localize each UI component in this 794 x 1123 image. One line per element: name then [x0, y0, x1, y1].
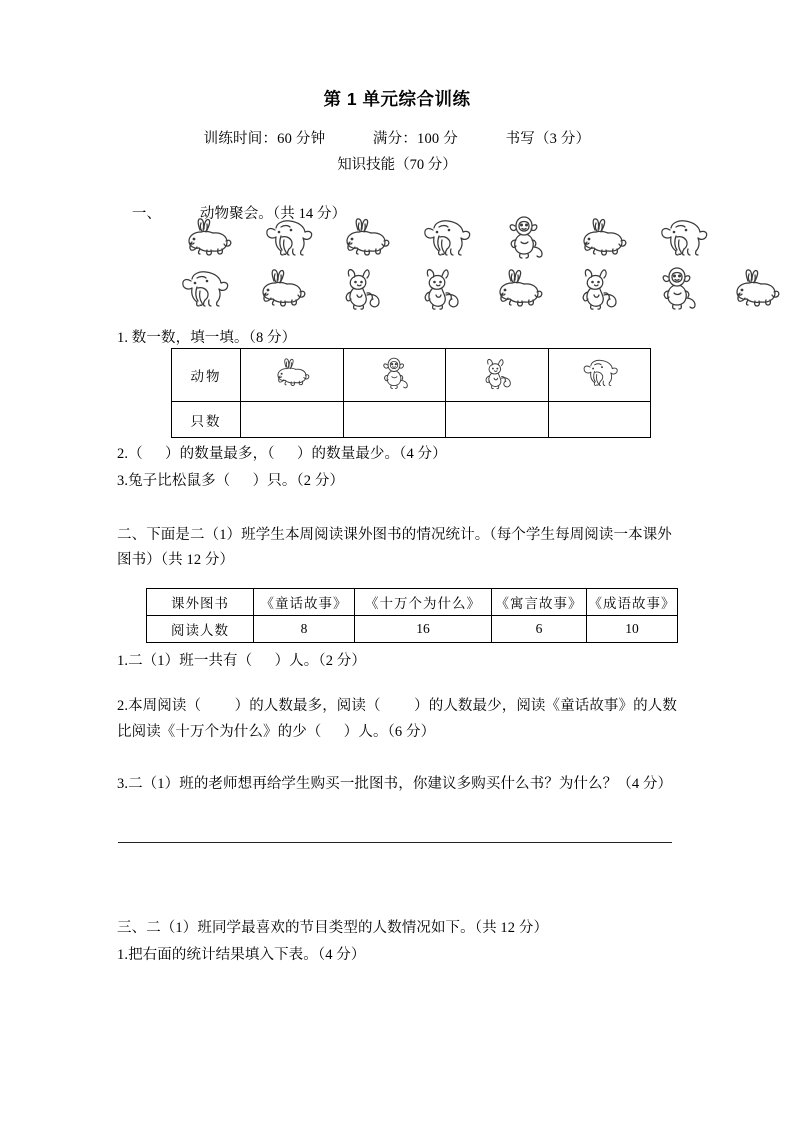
- book-title-cell-2: 《寓言故事》: [492, 589, 587, 616]
- table-row-book-header: [147, 589, 678, 616]
- exam-meta-line: [0, 127, 794, 148]
- book-title-cell-0: 《童话故事》: [254, 589, 355, 616]
- rabbit-icon: [242, 263, 321, 311]
- readers-value-cell-3: 10: [587, 616, 678, 643]
- book-reading-table: [146, 588, 678, 643]
- section2-heading: 二、下面是二（1）班学生本周阅读课外图书的情况统计。（每个学生每周阅读一本课外图书）（共 12 分）: [117, 527, 672, 568]
- book-title-cell-1: 《十万个为什么》: [355, 589, 492, 616]
- section2-question1-label: 1.二（1）班一共有（ ）人。（2 分）: [117, 653, 366, 669]
- section1-question1-label: 1. 数一数，填一填。（8 分）: [117, 330, 297, 346]
- rabbit-icon-cell: [241, 349, 344, 402]
- count-row-label: 只数: [172, 402, 241, 438]
- section1-heading-text: 动物聚会。（共 14 分）: [199, 206, 347, 222]
- section3-heading: 三、二（1）班同学最喜欢的节目类型的人数情况如下。（共 12 分）: [117, 920, 549, 936]
- readers-value-cell-2: 6: [492, 616, 587, 643]
- monkey-icon: [637, 263, 716, 311]
- squirrel-icon: [321, 263, 400, 311]
- page-title: 第 1 单元综合训练: [323, 89, 471, 109]
- table-row-count: [172, 402, 651, 438]
- knowledge-skill-label: 知识技能（70 分）: [337, 157, 457, 173]
- elephant-icon: [642, 212, 721, 260]
- section1-question3-label: 3.兔子比松鼠多（ ）只。（2 分）: [117, 473, 345, 489]
- section1-question2-label: 2.（ ）的数量最多，（ ）的数量最少。（4 分）: [117, 446, 447, 462]
- elephant-icon-cell: [548, 349, 651, 402]
- count-answer-cell-1[interactable]: [343, 402, 446, 438]
- rabbit-icon: [326, 212, 405, 260]
- count-answer-cell-2[interactable]: [446, 402, 549, 438]
- rabbit-icon: [479, 263, 558, 311]
- animal-row-label: 动物: [172, 349, 241, 402]
- readers-row-label: 阅读人数: [147, 616, 254, 643]
- section3-question1-label: 1.把右面的统计结果填入下表。（4 分）: [117, 947, 366, 963]
- elephant-icon: [163, 263, 242, 311]
- rabbit-icon: [168, 212, 247, 260]
- squirrel-icon: [400, 263, 479, 311]
- table-row-animal-header: [172, 349, 651, 402]
- monkey-icon-cell: [343, 349, 446, 402]
- exam-total-label: 满分：100 分: [372, 131, 458, 147]
- book-row-label: 课外图书: [147, 589, 254, 616]
- section1-marker: 一、: [131, 206, 162, 222]
- animal-picture-row-2: [163, 263, 794, 311]
- section2-question3-label: 3.二（1）班的老师想再给学生购买一批图书，你建议多购买什么书？为什么？（4 分）: [117, 776, 673, 792]
- count-answer-cell-3[interactable]: [548, 402, 651, 438]
- animal-count-table: [171, 348, 651, 438]
- squirrel-icon-cell: [446, 349, 549, 402]
- section2-question2-label: 2.本周阅读（ ）的人数最多，阅读（ ）的人数最少，阅读《童话故事》的人数比阅读《十万个为什么》的少（ ）人。（6 分）: [117, 698, 677, 740]
- animal-picture-row-1: [168, 212, 721, 260]
- squirrel-icon: [558, 263, 637, 311]
- elephant-icon: [405, 212, 484, 260]
- book-title-cell-3: 《成语故事》: [587, 589, 678, 616]
- elephant-icon: [247, 212, 326, 260]
- rabbit-icon: [716, 263, 794, 311]
- count-answer-cell-0[interactable]: [241, 402, 344, 438]
- readers-value-cell-0: 8: [254, 616, 355, 643]
- readers-value-cell-1: 16: [355, 616, 492, 643]
- table-row-readers: [147, 616, 678, 643]
- exam-time-label: 训练时间：60 分钟: [203, 131, 326, 147]
- rabbit-icon: [563, 212, 642, 260]
- answer-write-line[interactable]: [118, 842, 672, 843]
- monkey-icon: [484, 212, 563, 260]
- exam-writing-label: 书写（3 分）: [505, 131, 591, 147]
